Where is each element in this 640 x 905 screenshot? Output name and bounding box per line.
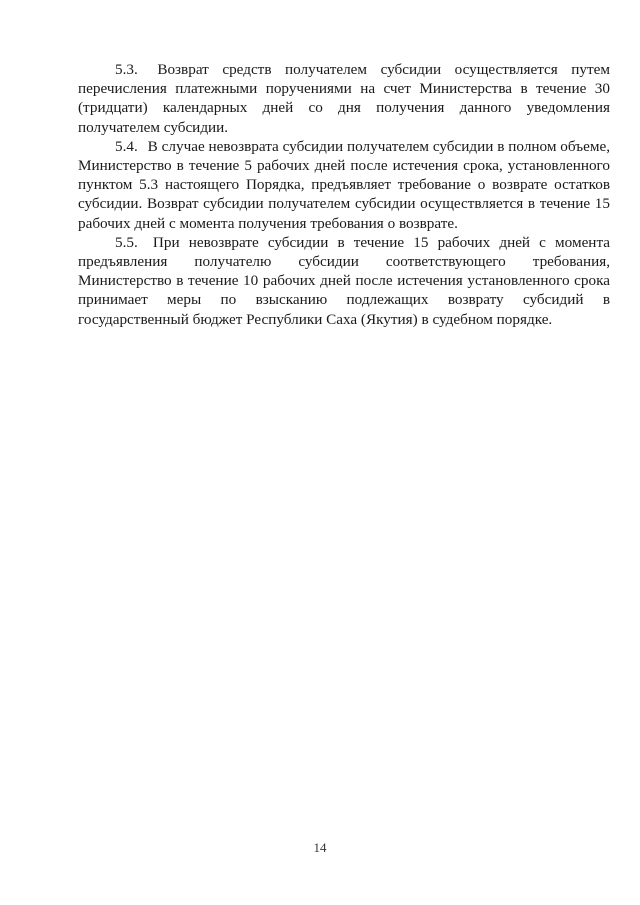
- paragraph-5-4: [78, 137, 610, 233]
- paragraph-text: При невозврате субсидии в течение 15 рабочих дней с момента предъявления получателю субсидии соответствующего требования, Министерство в течение 10 рабочих дней после истечения установленного срока принимает меры по взысканию подлежащих возврату субсидий в государственный бюджет Республики Саха (Якутия) в судебном порядке.: [78, 233, 611, 328]
- paragraph-5-3: [78, 60, 610, 137]
- paragraph-number: 5.4.: [115, 137, 138, 155]
- document-body: [78, 60, 610, 329]
- paragraph-number: 5.3.: [115, 61, 138, 78]
- paragraph-5-5: [78, 233, 610, 329]
- page-number: 14: [313, 840, 327, 855]
- paragraph-text: Возврат средств получателем субсидии осуществляется путем перечисления платежными поручениями на счет Министерства в течение 30 (тридцати) календарных дней со дня получения данного уведомления получателем субсидии.: [78, 61, 610, 136]
- paragraph-text: В случае невозврата субсидии получателем субсидии в полном объеме, Министерство в течение 5 рабочих дней после истечения срока, установленного пунктом 5.3 настоящего Порядка, предъявляет требование о возврате остатков субсидии. Возврат субсидии получателем субсидии осуществляется в течение 15 рабочих дней с момента получения требования о возврате.: [78, 137, 610, 232]
- paragraph-number: 5.5.: [115, 233, 138, 251]
